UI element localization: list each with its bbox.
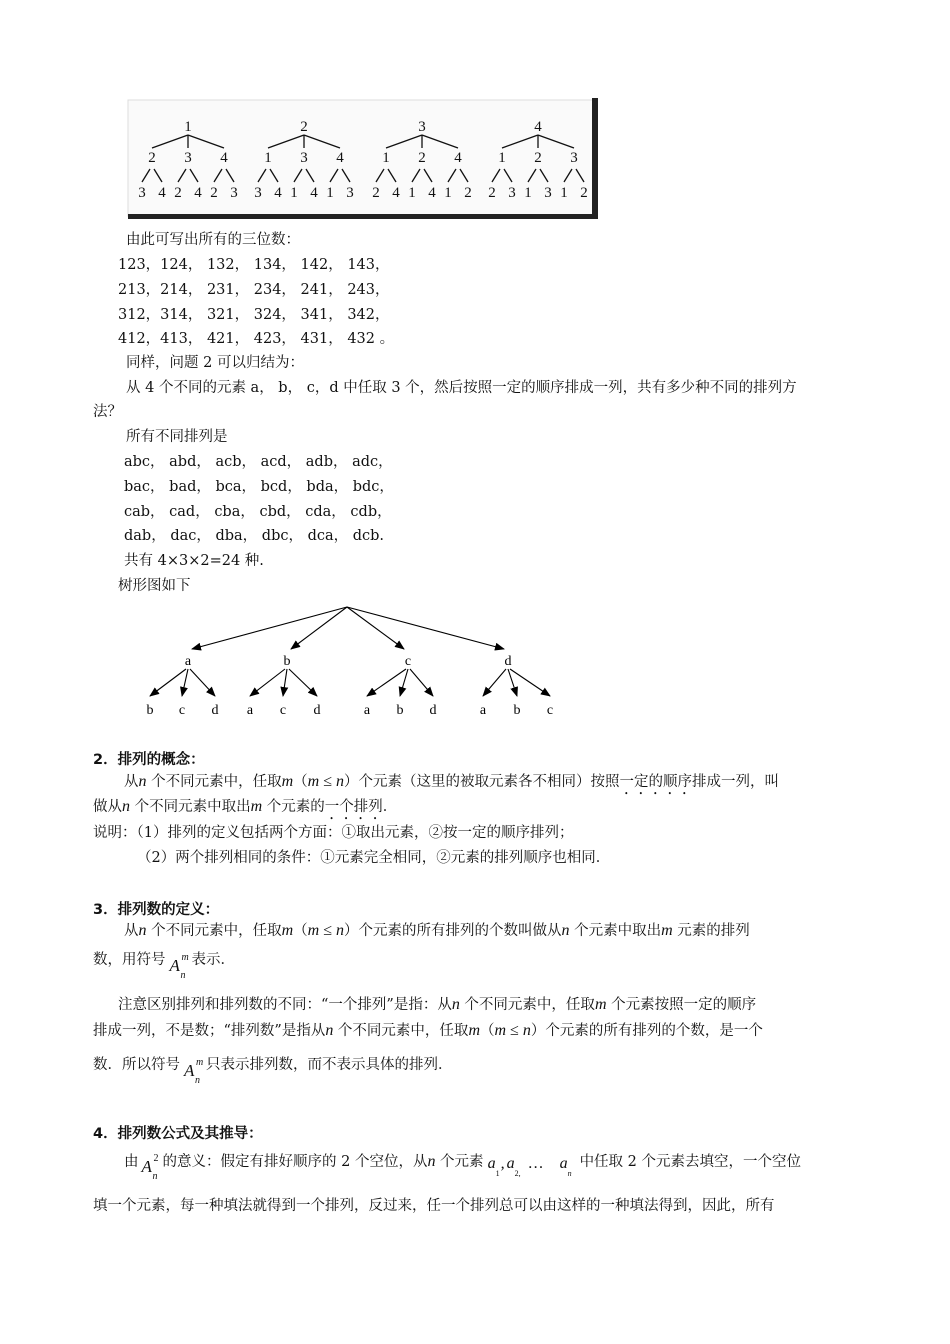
tree-leaf-label: 3 [346, 185, 354, 201]
tree-leaf-label: 3 [254, 185, 262, 201]
tree-leaf-label: b [396, 703, 404, 718]
note2-b: 个不同元素中，任取 [333, 1023, 469, 1039]
tree-leaf-label: 1 [326, 185, 334, 201]
tree-leaf-label: 4 [428, 185, 436, 201]
letter-tree-svg [130, 600, 580, 725]
sec4-p1a: 由 [124, 1154, 139, 1170]
sec2-note-2: （2）两个排列相同的条件：①元素完全相同，②元素的排列顺序也相同． [137, 850, 611, 866]
note3-b: 只表示排列数，而不表示具体的排列． [206, 1057, 453, 1073]
sec2-p2a: 做从 [93, 799, 122, 815]
cond-m-le-n: m ≤ n [494, 1022, 531, 1039]
problem-line-a: 从 4 个不同的元素 a， b， c，d 中任取 3 个，然后按照一定的顺序排成一列，共有多少种不同的排列方 [126, 380, 797, 396]
tree-leaf-label: 4 [194, 185, 202, 201]
sec4-p1b: 的意义：假定有排好顺序的 2 个空位，从 [162, 1154, 428, 1170]
intro-line-1: 由此可写出所有的三位数： [126, 232, 300, 248]
emphasis-permutation: 一个排列 [324, 799, 383, 815]
digit-tree-figure [126, 98, 600, 220]
tree-leaf-label: 3 [544, 185, 552, 201]
perm-row-1: abc， abd， acb， acd， adb， adc， [124, 454, 393, 470]
sec3-p1b: 个不同元素中，任取 [146, 923, 282, 939]
symbol-A: A [169, 956, 180, 975]
elem-a1: a [487, 1155, 496, 1172]
intro-line-3: 所有不同排列是 [126, 429, 228, 445]
tree-leaf-label: b [513, 703, 521, 718]
number-row-3: 312，314， 321， 324， 341， 342， [118, 307, 390, 323]
tree-root-label: 2 [300, 119, 308, 135]
tree-mid-label: 1 [264, 150, 272, 166]
tree-arrow [483, 669, 506, 696]
sec3-note-line-2 [93, 1021, 763, 1041]
tree-leaf-label: 2 [464, 185, 472, 201]
tree-leaf-label: 4 [310, 185, 318, 201]
var-m: m [661, 922, 673, 939]
sec3-p1e: 个元素中取出 [569, 923, 662, 939]
sec4-p1c: 个元素 [435, 1154, 484, 1170]
tree-arrow [367, 669, 406, 696]
digit-tree-svg [126, 98, 600, 220]
sec3-p1d: ）个元素的所有排列的个数叫做从 [344, 923, 562, 939]
element-list [484, 1152, 580, 1178]
sec2-para2 [93, 797, 397, 823]
tree-leaf-label: d [429, 703, 437, 718]
tree-mid-label: b [283, 654, 291, 669]
symbol-sup: m [196, 1057, 204, 1068]
symbol-sub: n [195, 1075, 200, 1086]
tree-mid-label: 1 [382, 150, 390, 166]
number-row-2: 213，214， 231， 234， 241， 243， [118, 282, 390, 298]
sec3-para2 [93, 950, 235, 981]
sec4-heading: 4．排列数公式及其推导： [93, 1126, 263, 1142]
perm-row-3: cab， cad， cba， cbd， cda， cdb， [124, 504, 392, 520]
tree-leaf-label: 2 [210, 185, 218, 201]
note2-c: （ [480, 1023, 495, 1039]
note-b: 个不同元素中，任取 [459, 997, 595, 1013]
tree-leaf-label: b [146, 703, 154, 718]
sec3-p2a: 数，用符号 [93, 952, 166, 968]
tree-leaf-label: 3 [508, 185, 516, 201]
tree-leaf-label: 2 [174, 185, 182, 201]
tree-leaf-label: 1 [290, 185, 298, 201]
tree-leaf-label: 2 [372, 185, 380, 201]
sec3-heading: 3．排列数的定义： [93, 902, 220, 918]
sec2-note-1: 说明：（1）排列的定义包括两个方面：①取出元素，②按一定的顺序排列； [93, 825, 574, 841]
var-m: m [281, 922, 294, 939]
elem-dots: … [527, 1155, 544, 1172]
tree-root-label: 4 [534, 119, 542, 135]
tree-mid-label: a [184, 654, 192, 669]
tree-mid-label: 3 [184, 150, 192, 166]
sec3-p1c: （ [293, 923, 308, 939]
elem-a1-sub: 1 [495, 1169, 500, 1178]
symbol-A: A [141, 1157, 152, 1176]
var-n: n [122, 798, 130, 815]
sec3-p1f: 元素的排列 [672, 923, 750, 939]
symbol-sub: n [180, 970, 186, 981]
tree-leaf-label: d [313, 703, 321, 718]
letter-tree-figure [130, 600, 580, 725]
tree-arrow [410, 669, 433, 696]
var-m: m [594, 996, 607, 1013]
sec3-note-line-1 [118, 995, 756, 1015]
tree-leaf-label: 4 [392, 185, 400, 201]
tree-leaf-label: 4 [158, 185, 166, 201]
sec2-p1b: 个不同元素中，任取 [146, 774, 282, 790]
var-n: n [138, 922, 147, 939]
tree-mid-label: 4 [220, 150, 228, 166]
emphasis-order: 一定的顺序 [619, 774, 693, 790]
tree-leaf-label: 3 [138, 185, 146, 201]
cond-m-le-n: m ≤ n [307, 773, 345, 790]
sec2-p1a: 从 [124, 774, 139, 790]
total-line: 共有 4×3×2=24 种. [124, 553, 264, 569]
sec3-p2b: 表示． [191, 952, 235, 968]
var-m: m [281, 773, 294, 790]
tree-mid-label: c [404, 654, 412, 669]
tree-mid-label: 2 [418, 150, 426, 166]
sec3-note-line-3 [93, 1055, 453, 1086]
tree-arrow [289, 669, 317, 696]
tree-leaf-label: a [479, 703, 487, 718]
elem-an: a [559, 1155, 568, 1172]
tree-root-label: 1 [184, 119, 192, 135]
var-m: m [250, 798, 263, 815]
sec3-para1 [124, 921, 750, 941]
tree-arrow [347, 607, 404, 649]
tree-leaf-label: 2 [580, 185, 588, 201]
tree-leaf-label: a [246, 703, 254, 718]
tree-leaf-label: d [211, 703, 219, 718]
symbol-A-m-n [166, 950, 192, 981]
tree-root-label: 3 [418, 119, 426, 135]
symbol-sub: n [152, 1171, 158, 1182]
elem-a2: a [506, 1155, 515, 1172]
note2-d: ）个元素的所有排列的个数，是一个 [530, 1023, 763, 1039]
tree-caption: 树形图如下 [118, 578, 191, 594]
sec2-p2-end: ． [382, 799, 398, 815]
intro-line-2: 同样，问题 2 可以归结为： [126, 355, 304, 371]
note3-a: 数．所以符号 [93, 1057, 180, 1073]
tree-leaf-label: c [279, 703, 287, 718]
tree-leaf-label: 1 [524, 185, 532, 201]
tree-arrow [190, 669, 215, 696]
sec2-para1 [124, 772, 779, 798]
tree-arrow [182, 669, 188, 696]
tree-arrow [400, 669, 408, 696]
var-n: n [561, 922, 570, 939]
elem-an-sub: n [567, 1169, 572, 1178]
tree-mid-label: 3 [570, 150, 578, 166]
tree-mid-label: d [504, 654, 512, 669]
elem-a2-sub: 2, [514, 1169, 521, 1178]
tree-leaf-label: c [178, 703, 186, 718]
tree-arrow [347, 607, 504, 649]
sec3-p1a: 从 [124, 923, 139, 939]
tree-leaf-label: 4 [274, 185, 282, 201]
tree-leaf-label: 3 [230, 185, 238, 201]
cond-m-le-n: m ≤ n [307, 922, 345, 939]
tree-leaf-label: 1 [408, 185, 416, 201]
var-n: n [427, 1153, 436, 1170]
perm-row-4: dab， dac， dba， dbc， dca， dcb. [124, 528, 385, 544]
symbol-sup: 2 [153, 1153, 159, 1164]
sec2-p2b: 个不同元素中取出 [130, 799, 251, 815]
var-n: n [138, 773, 147, 790]
problem-line-b: 法？ [93, 404, 122, 420]
sec4-para1 [124, 1152, 802, 1182]
sec2-p1e: 排成一列，叫 [692, 774, 780, 790]
var-n: n [451, 996, 460, 1013]
var-n: n [325, 1022, 334, 1039]
number-row-1: 123，124， 132， 134， 142， 143， [118, 257, 390, 273]
perm-row-2: bac， bad， bca， bcd， bda， bdc， [124, 479, 394, 495]
tree-arrow [192, 607, 347, 649]
number-row-4: 412，413， 421， 423， 431， 432 。 [118, 331, 395, 347]
tree-mid-label: 2 [534, 150, 542, 166]
tree-leaf-label: c [546, 703, 554, 718]
symbol-sup: m [181, 952, 189, 963]
tree-leaf-label: a [363, 703, 371, 718]
tree-mid-label: 4 [454, 150, 462, 166]
note-a: 注意区别排列和排列数的不同：“一个排列”是指：从 [118, 997, 452, 1013]
symbol-A-m-n-2 [180, 1055, 206, 1086]
tree-leaf-label: 2 [488, 185, 496, 201]
elem-comma: , [500, 1155, 505, 1172]
symbol-A: A [184, 1061, 195, 1080]
tree-leaf-label: 1 [560, 185, 568, 201]
sec2-p1c: （ [293, 774, 308, 790]
note-c: 个元素按照一定的顺序 [606, 997, 757, 1013]
sec2-p2c: 个元素的 [262, 799, 325, 815]
sec4-para2: 填一个元素，每一种填法就得到一个排列，反过来，任一个排列总可以由这样的一种填法得到，因此，所有 [93, 1198, 775, 1214]
sec4-p1d: 中任取 2 个元素去填空，一个空位 [579, 1154, 802, 1170]
tree-mid-label: 1 [498, 150, 506, 166]
tree-arrow [291, 607, 347, 649]
note2-a: 排成一列，不是数；“排列数”是指从 [93, 1023, 326, 1039]
tree-arrow [250, 669, 285, 696]
tree-mid-label: 2 [148, 150, 156, 166]
sec2-heading: 2．排列的概念： [93, 752, 205, 768]
tree-arrow [283, 669, 287, 696]
tree-arrow [150, 669, 186, 696]
tree-leaf-label: 1 [444, 185, 452, 201]
tree-mid-label: 3 [300, 150, 308, 166]
var-m: m [468, 1022, 480, 1039]
sec2-p1d: ）个元素（这里的被取元素各不相同）按照 [344, 774, 620, 790]
tree-mid-label: 4 [336, 150, 344, 166]
symbol-A-2-n [139, 1152, 163, 1182]
